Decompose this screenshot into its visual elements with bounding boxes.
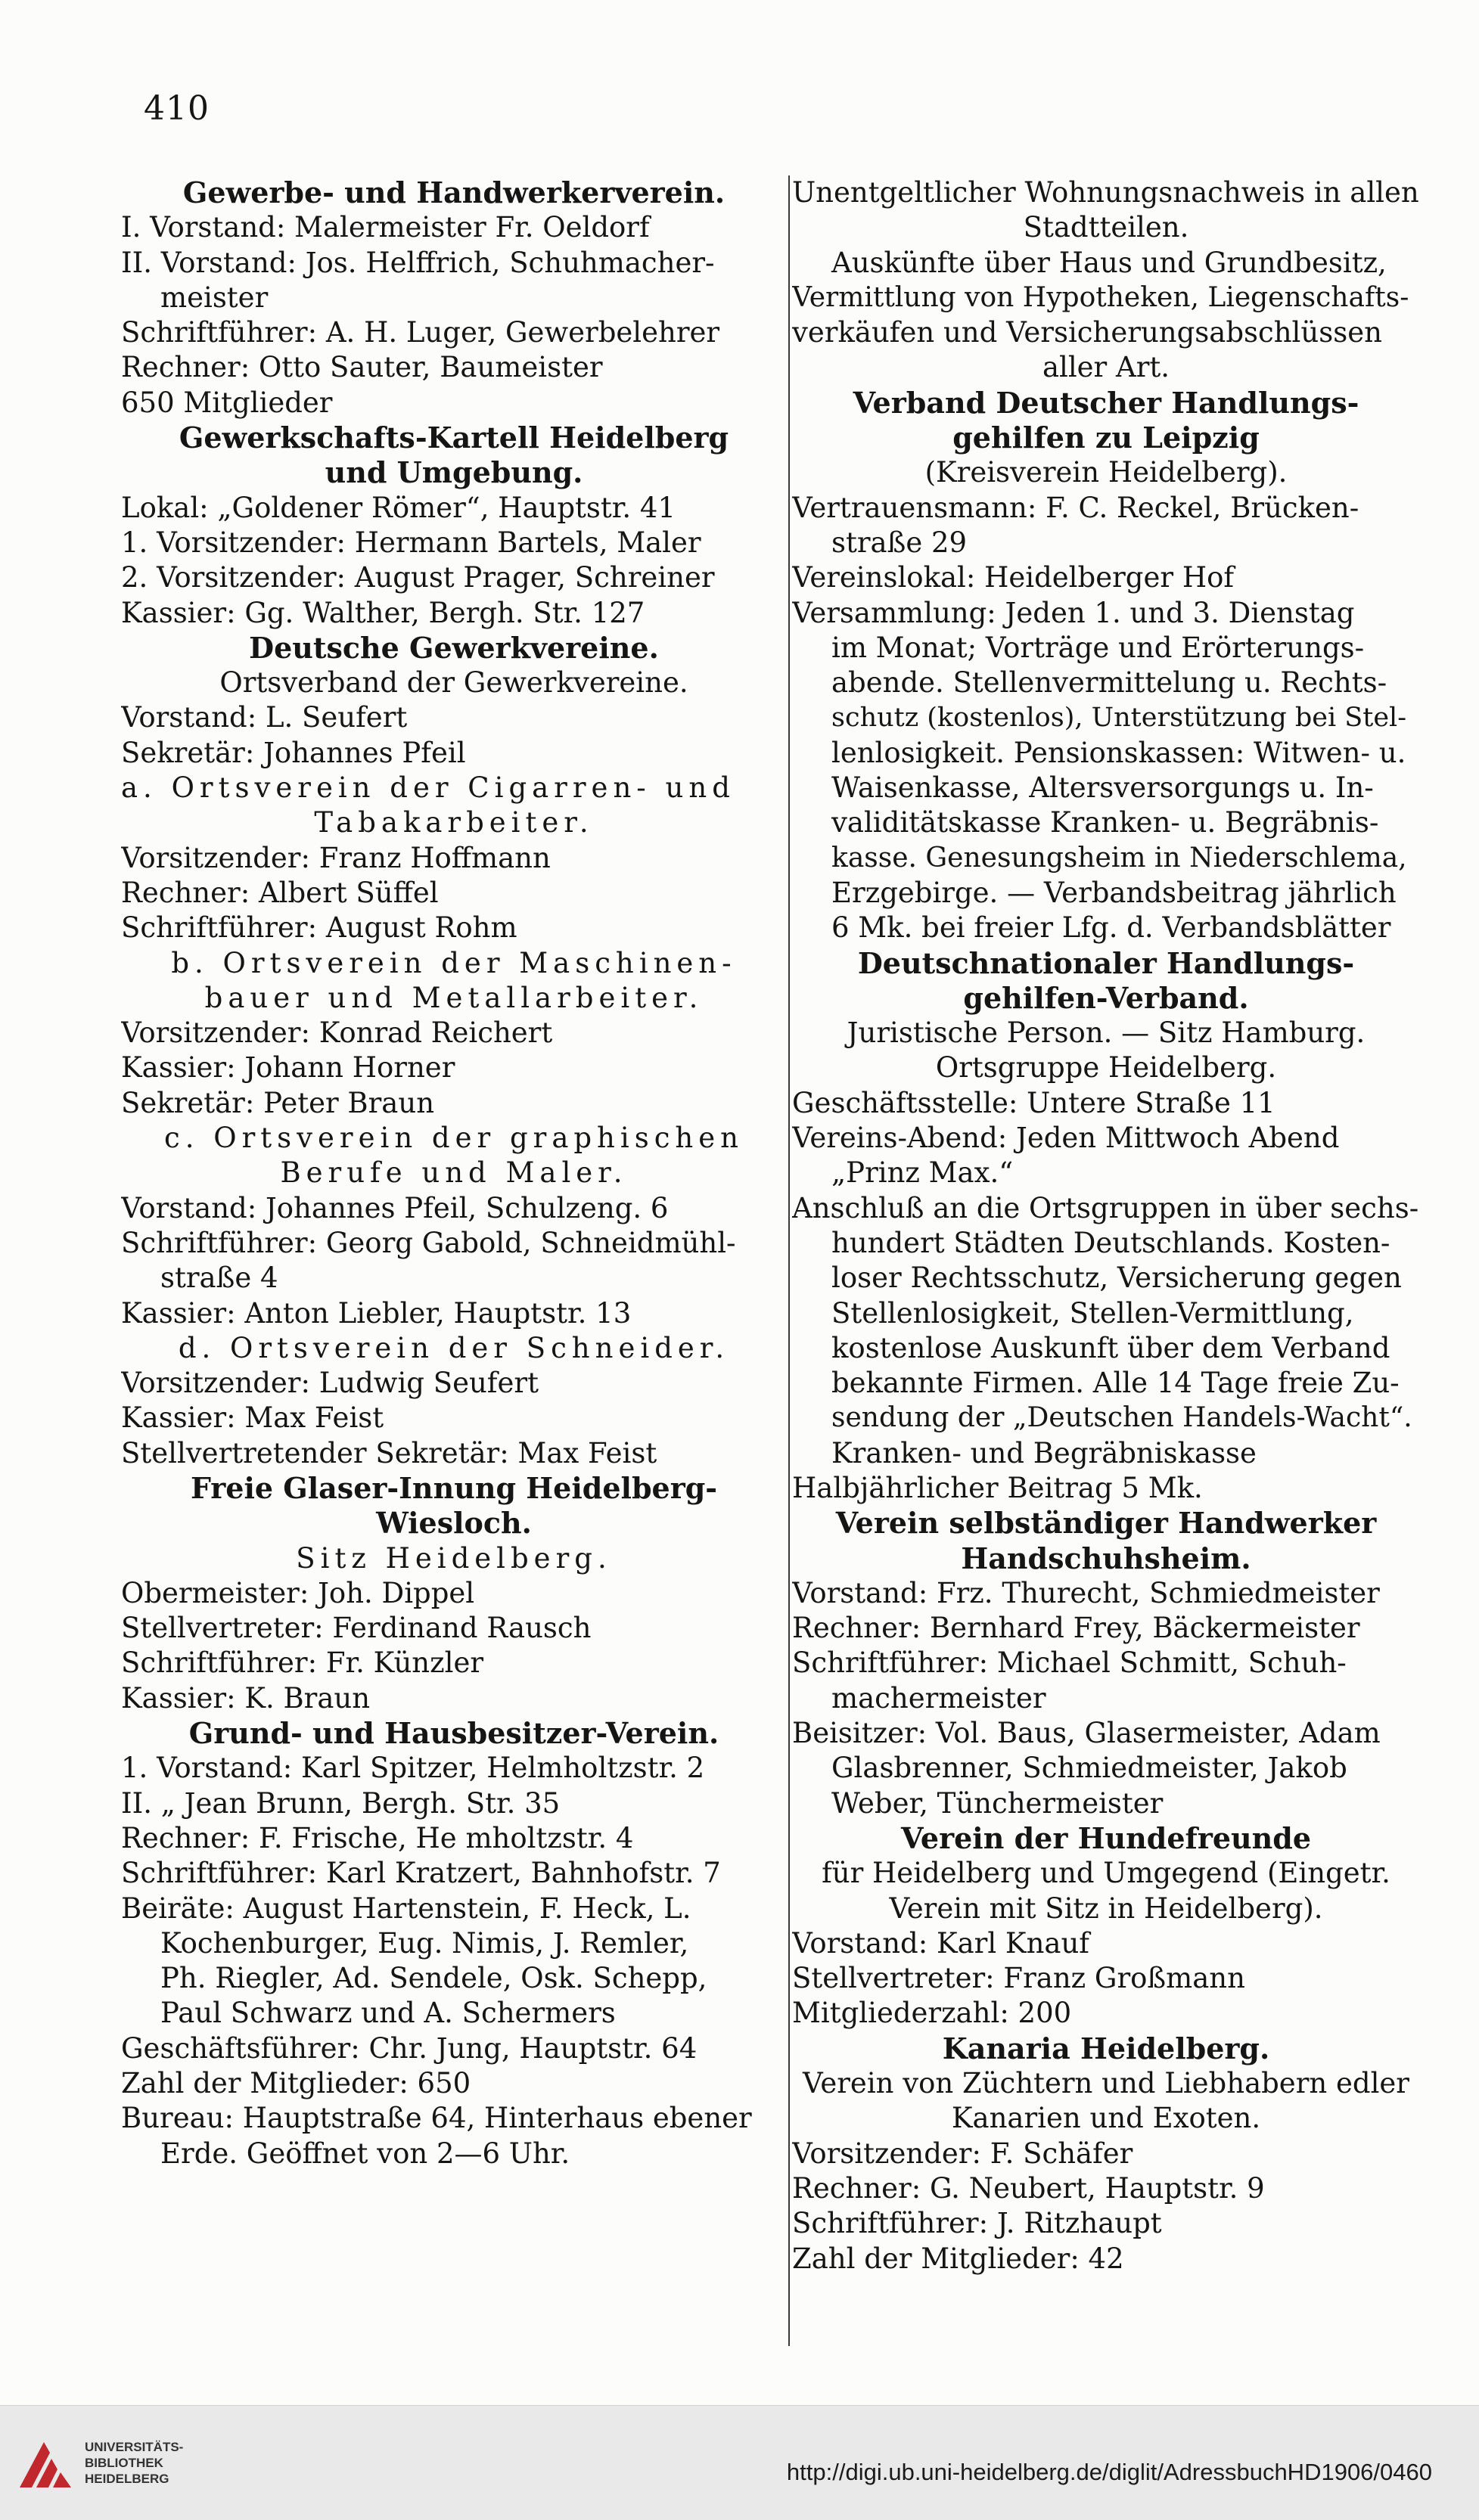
entry-line: Zahl der Mitglieder: 650: [121, 2067, 471, 2100]
entry-line: Rechner: Bernhard Frey, Bäckermeister: [792, 1612, 1360, 1645]
section-heading: Wiesloch.: [376, 1506, 532, 1541]
entry-line: Sekretär: Johannes Pfeil: [121, 736, 466, 769]
entry-line: Schriftführer: J. Ritzhaupt: [792, 2207, 1162, 2240]
section-heading: Handschuhsheim.: [961, 1541, 1251, 1575]
entry-line: Vorstand: L. Seufert: [121, 701, 408, 734]
entry-line: Verein von Züchtern und Liebhabern edler: [803, 2067, 1409, 2100]
entry-line: Schriftführer: Fr. Künzler: [121, 1646, 484, 1680]
entry-line: aller Art.: [1042, 351, 1170, 384]
entry-line: sendung der „Deutschen Handels-Wacht“.: [831, 1402, 1412, 1434]
entry-line: Stellvertreter: Franz Großmann: [792, 1962, 1245, 1995]
entry-line: Rechner: F. Frische, He mholtzstr. 4: [121, 1821, 634, 1854]
entry-line: verkäufen und Versicherungsabschlüssen: [792, 316, 1382, 349]
section-heading: gehilfen zu Leipzig: [952, 421, 1260, 455]
section-heading: Deutschnationaler Handlungs-: [857, 945, 1355, 980]
entry-line: Verein mit Sitz in Heidelberg).: [889, 1892, 1323, 1925]
entry-line: kostenlose Auskunft über dem Verband: [831, 1331, 1390, 1364]
entry-line: Glasbrenner, Schmiedmeister, Jakob: [831, 1752, 1347, 1785]
permalink-url[interactable]: http://digi.ub.uni-heidelberg.de/diglit/AdressbuchHD1906/0460: [786, 2459, 1432, 2485]
entry-line: straße 29: [831, 526, 968, 559]
entry-line: hundert Städten Deutschlands. Kosten-: [831, 1226, 1390, 1259]
entry-line: Zahl der Mitglieder: 42: [792, 2242, 1124, 2275]
section-heading: und Umgebung.: [325, 455, 583, 490]
entry-line: Stellenlosigkeit, Stellen-Vermittlung,: [831, 1296, 1354, 1330]
section-heading: Kanaria Heidelberg.: [942, 2031, 1270, 2065]
entry-line: c. Ortsverein der graphischen: [163, 1122, 744, 1155]
entry-line: Tabakarbeiter.: [314, 806, 594, 839]
entry-line: Beiräte: August Hartenstein, F. Heck, L.: [121, 1892, 691, 1925]
entry-line: Waisenkasse, Altersversorgungs u. In-: [831, 771, 1374, 805]
entry-line: Rechner: Albert Süffel: [121, 876, 439, 909]
entry-line: kasse. Genesungsheim in Niederschlema,: [831, 842, 1407, 874]
entry-line: Kanarien und Exoten.: [951, 2102, 1261, 2135]
entry-line: Stellvertretender Sekretär: Max Feist: [121, 1436, 657, 1469]
entry-line: Paul Schwarz und A. Schermers: [160, 1997, 616, 2030]
entry-line: Sitz Heidelberg.: [296, 1541, 612, 1575]
entry-line: Lokal: „Goldener Römer“, Hauptstr. 41: [121, 491, 676, 524]
section-heading: Freie Glaser-Innung Heidelberg-: [190, 1470, 718, 1505]
entry-line: loser Rechtsschutz, Versicherung gegen: [831, 1262, 1402, 1295]
entry-line: Kassier: Johann Horner: [121, 1051, 455, 1085]
viewer-footer: [0, 2405, 1479, 2520]
entry-line: Vermittlung von Hypotheken, Liegenschafts-: [792, 281, 1409, 313]
entry-line: Ph. Riegler, Ad. Sendele, Osk. Schepp,: [160, 1962, 707, 1995]
entry-line: Juristische Person. — Sitz Hamburg.: [847, 1016, 1366, 1050]
entry-line: machermeister: [831, 1681, 1046, 1715]
entry-line: Kranken- und Begräbniskasse: [831, 1436, 1257, 1469]
page-number: 410: [144, 89, 210, 128]
entry-line: Kochenburger, Eug. Nimis, J. Remler,: [160, 1926, 689, 1960]
entry-line: Vorstand: Karl Knauf: [792, 1926, 1089, 1960]
entry-line: bauer und Metallarbeiter.: [204, 981, 704, 1014]
entry-line: Vorstand: Frz. Thurecht, Schmiedmeister: [792, 1576, 1380, 1609]
entry-line: Rechner: Otto Sauter, Baumeister: [121, 351, 603, 384]
entry-line: Obermeister: Joh. Dippel: [121, 1576, 475, 1609]
entry-line: 1. Vorsitzender: Hermann Bartels, Maler: [121, 526, 701, 559]
entry-line: validitätskasse Kranken- u. Begräbnis-: [831, 806, 1379, 839]
entry-line: (Kreisverein Heidelberg).: [924, 456, 1288, 489]
column-divider: [788, 175, 790, 2346]
entry-line: a. Ortsverein der Cigarren- und: [121, 771, 735, 805]
library-logo-text: UNIVERSITÄTS- BIBLIOTHEK HEIDELBERG: [85, 2440, 184, 2486]
section-heading: Grund- und Hausbesitzer-Verein.: [188, 1716, 719, 1751]
entry-line: Schriftführer: August Rohm: [121, 911, 517, 945]
left-column: [121, 175, 787, 2171]
entry-line: Rechner: G. Neubert, Hauptstr. 9: [792, 2171, 1265, 2205]
entry-line: Vorsitzender: Franz Hoffmann: [121, 841, 551, 874]
entry-line: Geschäftsführer: Chr. Jung, Hauptstr. 64: [121, 2031, 698, 2065]
entry-line: II. Vorstand: Jos. Helffrich, Schuhmacher-: [121, 246, 715, 279]
entry-line: meister: [160, 281, 269, 314]
entry-line: abende. Stellenvermittelung u. Rechts-: [831, 666, 1387, 700]
entry-line: Stellvertreter: Ferdinand Rausch: [121, 1612, 592, 1645]
entry-line: Vereinslokal: Heidelberger Hof: [792, 561, 1235, 594]
section-heading: Gewerkschafts-Kartell Heidelberg: [179, 421, 729, 455]
entry-line: Kassier: Anton Liebler, Hauptstr. 13: [121, 1296, 632, 1330]
entry-line: Beisitzer: Vol. Baus, Glasermeister, Adam: [792, 1717, 1381, 1750]
entry-line: Schriftführer: Michael Schmitt, Schuh-: [792, 1646, 1347, 1680]
section-heading: Gewerbe- und Handwerkerverein.: [182, 175, 726, 209]
entry-line: Schriftführer: Karl Kratzert, Bahnhofstr. 7: [121, 1857, 721, 1890]
entry-line: lenlosigkeit. Pensionskassen: Witwen- u.: [831, 736, 1406, 769]
section-heading: Verein selbständiger Handwerker: [835, 1506, 1377, 1541]
entry-line: Auskünfte über Haus und Grundbesitz,: [831, 246, 1387, 279]
entry-line: straße 4: [160, 1262, 278, 1295]
entry-line: II. „ Jean Brunn, Bergh. Str. 35: [121, 1786, 561, 1820]
entry-line: Vorsitzender: Ludwig Seufert: [121, 1367, 539, 1400]
entry-line: Vertrauensmann: F. C. Reckel, Brücken-: [792, 491, 1359, 524]
university-library-logo-icon: [14, 2435, 77, 2498]
entry-line: Vorsitzender: Konrad Reichert: [121, 1016, 553, 1050]
entry-line: Geschäftsstelle: Untere Straße 11: [792, 1086, 1275, 1119]
entry-line: Kassier: Gg. Walther, Bergh. Str. 127: [121, 596, 645, 629]
entry-line: 6 Mk. bei freier Lfg. d. Verbandsblätter: [831, 911, 1391, 945]
right-column: [792, 175, 1420, 2276]
section-heading: gehilfen-Verband.: [963, 980, 1249, 1015]
entry-line: Ortsverband der Gewerkvereine.: [219, 666, 688, 700]
entry-line: 2. Vorsitzender: August Prager, Schreiner: [121, 561, 715, 594]
entry-line: d. Ortsverein der Schneider.: [178, 1331, 730, 1364]
entry-line: 650 Mitglieder: [121, 386, 333, 419]
entry-line: im Monat; Vorträge und Erörterungs-: [831, 631, 1365, 664]
entry-line: schutz (kostenlos), Unterstützung bei Stel-: [831, 703, 1407, 734]
entry-line: Berufe und Maler.: [280, 1156, 628, 1190]
section-heading: Deutsche Gewerkvereine.: [249, 630, 659, 665]
entry-line: Kassier: K. Braun: [121, 1681, 371, 1715]
entry-line: I. Vorstand: Malermeister Fr. Oeldorf: [121, 211, 650, 244]
entry-line: Versammlung: Jeden 1. und 3. Dienstag: [792, 596, 1355, 629]
entry-line: für Heidelberg und Umgegend (Eingetr.: [822, 1857, 1390, 1890]
entry-line: Bureau: Hauptstraße 64, Hinterhaus ebener: [121, 2102, 752, 2135]
entry-line: Erzgebirge. — Verbandsbeitrag jährlich: [831, 876, 1397, 909]
entry-line: Mitgliederzahl: 200: [792, 1997, 1072, 2030]
entry-line: Anschluß an die Ortsgruppen in über sechs-: [792, 1191, 1419, 1224]
section-heading: Verein der Hundefreunde: [900, 1820, 1312, 1855]
entry-line: „Prinz Max.“: [831, 1156, 1014, 1190]
section-heading: Verband Deutscher Handlungs-: [853, 385, 1359, 420]
entry-line: Vereins-Abend: Jeden Mittwoch Abend: [792, 1122, 1340, 1155]
entry-line: Halbjährlicher Beitrag 5 Mk.: [792, 1471, 1203, 1504]
entry-line: b. Ortsverein der Maschinen-: [171, 946, 737, 979]
entry-line: Stadtteilen.: [1023, 211, 1189, 244]
entry-line: bekannte Firmen. Alle 14 Tage freie Zu-: [831, 1367, 1400, 1400]
entry-line: Vorsitzender: F. Schäfer: [792, 2137, 1133, 2170]
entry-line: Kassier: Max Feist: [121, 1401, 384, 1435]
entry-line: Unentgeltlicher Wohnungsnachweis in allen: [792, 176, 1419, 209]
entry-line: Vorstand: Johannes Pfeil, Schulzeng. 6: [121, 1191, 669, 1224]
entry-line: Ortsgruppe Heidelberg.: [935, 1051, 1277, 1085]
entry-line: 1. Vorstand: Karl Spitzer, Helmholtzstr. 2: [121, 1752, 705, 1785]
entry-line: Schriftführer: A. H. Luger, Gewerbelehrer: [121, 316, 720, 349]
entry-line: Weber, Tünchermeister: [831, 1786, 1164, 1820]
entry-line: Erde. Geöffnet von 2—6 Uhr.: [160, 2137, 570, 2170]
entry-line: Sekretär: Peter Braun: [121, 1086, 435, 1119]
entry-line: Schriftführer: Georg Gabold, Schneidmühl-: [121, 1226, 736, 1259]
